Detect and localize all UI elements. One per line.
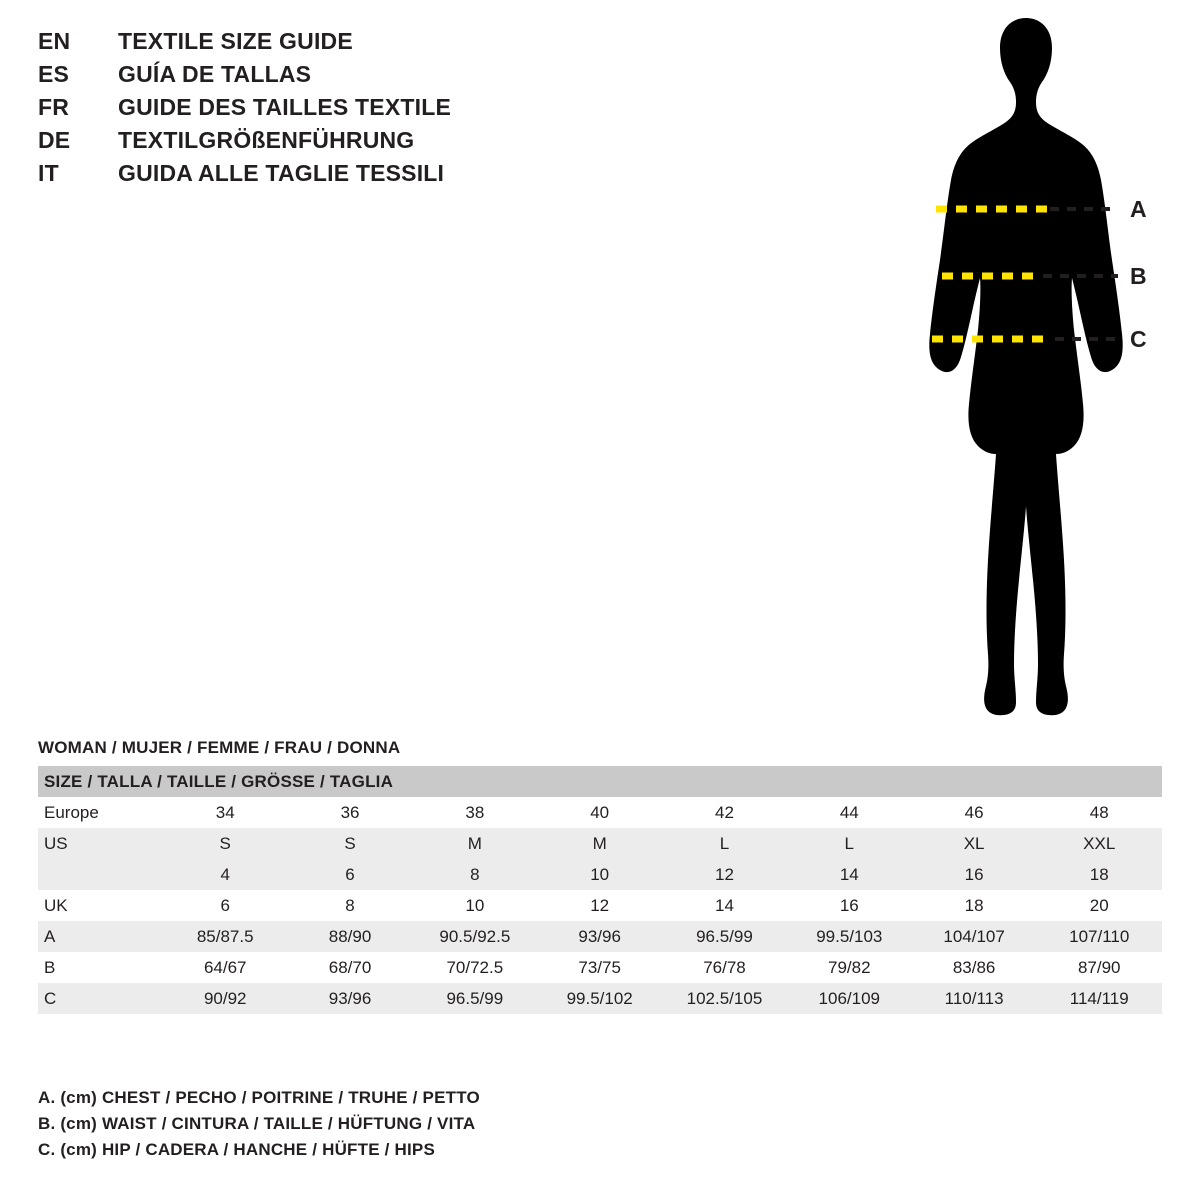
cell: 8 <box>470 864 480 884</box>
title-text-it: GUIDA ALLE TAGLIE TESSILI <box>118 160 445 186</box>
cell: 70/72.5 <box>446 957 504 977</box>
cell: 68/70 <box>328 957 372 977</box>
marker-label-a: A <box>1130 196 1147 222</box>
row-label-b: B <box>44 957 56 977</box>
measurement-legend <box>38 1088 738 1166</box>
cell: 79/82 <box>828 957 871 977</box>
cell: 83/86 <box>952 957 996 977</box>
title-lang-de: DE <box>38 127 71 153</box>
cell: 93/96 <box>578 926 621 946</box>
female-silhouette-svg <box>860 14 1190 754</box>
legend-line-b: B. (cm) WAIST / CINTURA / TAILLE / HÜFTUNG / VITA <box>38 1114 476 1133</box>
cell: 40 <box>590 802 610 822</box>
cell: 90/92 <box>203 988 247 1008</box>
cell: 48 <box>1089 802 1109 822</box>
table-row <box>38 828 1162 859</box>
cell: 8 <box>345 895 355 915</box>
size-table <box>38 766 1162 1014</box>
cell: 88/90 <box>328 926 372 946</box>
title-row-es <box>38 61 598 94</box>
cell: 93/96 <box>328 988 372 1008</box>
row-label-a: A <box>44 926 56 946</box>
marker-label-b: B <box>1130 263 1147 289</box>
title-block <box>38 28 598 193</box>
title-row-it <box>38 160 598 193</box>
cell: 64/67 <box>203 957 247 977</box>
title-row-de <box>38 127 598 160</box>
size-table-section <box>38 738 1162 1014</box>
row-label-europe: Europe <box>44 802 99 822</box>
table-row <box>38 921 1162 952</box>
table-row <box>38 797 1162 828</box>
female-silhouette-icon <box>929 18 1122 715</box>
row-label-uk: UK <box>44 895 68 915</box>
cell: 85/87.5 <box>196 926 254 946</box>
cell: 34 <box>215 802 235 822</box>
body-measurement-figure <box>860 14 1190 754</box>
cell: 44 <box>839 802 859 822</box>
cell: 16 <box>964 864 984 884</box>
cell: XL <box>963 833 985 853</box>
title-lang-es: ES <box>38 61 70 87</box>
title-lang-en: EN <box>38 28 71 54</box>
cell: 14 <box>839 864 859 884</box>
table-row <box>38 890 1162 921</box>
cell: 87/90 <box>1077 957 1121 977</box>
cell: M <box>592 833 607 853</box>
cell: 12 <box>590 895 610 915</box>
title-text-es: GUÍA DE TALLAS <box>118 61 312 87</box>
cell: 14 <box>715 895 734 915</box>
cell: 10 <box>465 895 485 915</box>
cell: 96.5/99 <box>696 926 753 946</box>
group-label: WOMAN / MUJER / FEMME / FRAU / DONNA <box>38 738 401 757</box>
cell: L <box>844 833 855 853</box>
title-row-en <box>38 28 598 61</box>
cell: 106/109 <box>818 988 880 1008</box>
cell: 99.5/103 <box>816 926 883 946</box>
cell: S <box>344 833 356 853</box>
cell: 114/119 <box>1069 988 1129 1008</box>
cell: 107/110 <box>1069 926 1130 946</box>
cell: 46 <box>964 802 984 822</box>
row-label-us: US <box>44 833 68 853</box>
cell: 76/78 <box>703 957 746 977</box>
cell: S <box>219 833 231 853</box>
cell: 102.5/105 <box>686 988 763 1008</box>
title-lang-it: IT <box>38 160 59 186</box>
cell: 96.5/99 <box>446 988 504 1008</box>
cell: 73/75 <box>578 957 621 977</box>
title-text-fr: GUIDE DES TAILLES TEXTILE <box>118 94 451 120</box>
cell: M <box>467 833 482 853</box>
title-text-de: TEXTILGRÖßENFÜHRUNG <box>118 127 415 153</box>
cell: 16 <box>839 895 859 915</box>
table-row <box>38 983 1162 1014</box>
cell: L <box>719 833 730 853</box>
cell: 36 <box>340 802 360 822</box>
cell: 10 <box>590 864 610 884</box>
cell: 6 <box>345 864 355 884</box>
cell: 12 <box>715 864 734 884</box>
title-lang-fr: FR <box>38 94 70 120</box>
cell: 4 <box>220 864 230 884</box>
table-header-label: SIZE / TALLA / TAILLE / GRÖSSE / TAGLIA <box>44 771 394 791</box>
cell: 6 <box>220 895 230 915</box>
table-row <box>38 859 1162 890</box>
cell: 110/113 <box>944 988 1004 1008</box>
row-label-us-numeric <box>38 859 163 890</box>
table-header-row <box>38 766 1162 797</box>
title-row-fr <box>38 94 598 127</box>
cell: 20 <box>1089 895 1109 915</box>
cell: 104/107 <box>943 926 1005 946</box>
cell: 90.5/92.5 <box>439 926 511 946</box>
cell: 42 <box>715 802 734 822</box>
cell: 99.5/102 <box>566 988 633 1008</box>
cell: 18 <box>964 895 984 915</box>
title-text-en: TEXTILE SIZE GUIDE <box>118 28 353 54</box>
marker-label-c: C <box>1130 326 1147 352</box>
cell: 18 <box>1089 864 1109 884</box>
legend-line-a: A. (cm) CHEST / PECHO / POITRINE / TRUHE / PETTO <box>38 1088 480 1107</box>
cell: 38 <box>465 802 485 822</box>
legend-line-c: C. (cm) HIP / CADERA / HANCHE / HÜFTE / HIPS <box>38 1140 436 1159</box>
cell: XXL <box>1083 833 1116 853</box>
table-row <box>38 952 1162 983</box>
row-label-c: C <box>44 988 57 1008</box>
